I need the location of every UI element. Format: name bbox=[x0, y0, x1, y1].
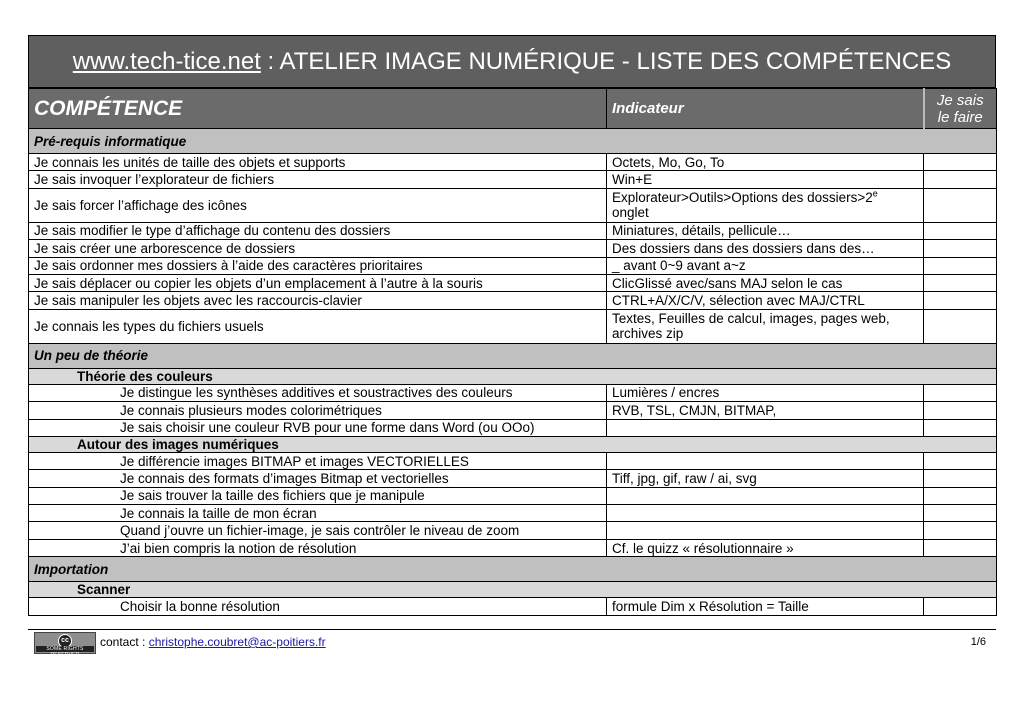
je-sais-checkbox-cell[interactable] bbox=[924, 419, 997, 436]
je-sais-checkbox-cell[interactable] bbox=[924, 171, 997, 188]
table-row bbox=[29, 257, 997, 274]
competence-column-header: COMPÉTENCE bbox=[29, 89, 607, 129]
indicator-text-line2: archives zip bbox=[612, 326, 684, 342]
table-row bbox=[29, 292, 997, 309]
competence-cell: Je sais trouver la taille des fichiers que je manipule bbox=[29, 487, 607, 504]
je-sais-checkbox-cell[interactable] bbox=[924, 505, 997, 522]
je-sais-checkbox-cell[interactable] bbox=[924, 274, 997, 291]
indicator-text-line2: onglet bbox=[612, 205, 649, 221]
subsection-header-row bbox=[29, 582, 997, 598]
competence-cell: Je différencie images BITMAP et images VECTORIELLES bbox=[29, 452, 607, 469]
je-sais-checkbox-cell[interactable] bbox=[924, 384, 997, 401]
subsection-title: Scanner bbox=[29, 582, 997, 598]
section-title: Pré-requis informatique bbox=[29, 129, 997, 154]
je-sais-checkbox-cell[interactable] bbox=[924, 470, 997, 487]
je-sais-checkbox-cell[interactable] bbox=[924, 154, 997, 171]
indicator-text: formule Dim x Résolution = Taille bbox=[612, 598, 809, 614]
creative-commons-badge bbox=[34, 632, 96, 658]
indicator-cell bbox=[607, 292, 924, 309]
competence-cell: J’ai bien compris la notion de résolution bbox=[29, 539, 607, 556]
je-sais-checkbox-cell[interactable] bbox=[924, 539, 997, 556]
contact-label: contact : bbox=[100, 635, 149, 649]
competence-cell: Je connais les types du fichiers usuels bbox=[29, 309, 607, 343]
section-title: Importation bbox=[29, 557, 997, 582]
contact-email-link[interactable]: christophe.coubret@ac-poitiers.fr bbox=[148, 635, 326, 649]
indicateur-column-header: Indicateur bbox=[607, 89, 924, 129]
indicator-superscript: e bbox=[872, 188, 878, 199]
je-sais-checkbox-cell[interactable] bbox=[924, 402, 997, 419]
competence-cell: Je sais créer une arborescence de dossiers bbox=[29, 240, 607, 257]
table-row bbox=[29, 470, 997, 487]
section-title: Un peu de théorie bbox=[29, 343, 997, 368]
competence-table bbox=[28, 88, 997, 616]
je-sais-checkbox-cell[interactable] bbox=[924, 292, 997, 309]
je-sais-checkbox-cell[interactable] bbox=[924, 452, 997, 469]
table-row bbox=[29, 274, 997, 291]
subsection-header-row bbox=[29, 368, 997, 384]
competence-cell: Je connais la taille de mon écran bbox=[29, 505, 607, 522]
indicator-text: Miniatures, détails, pellicule… bbox=[612, 223, 791, 239]
indicator-text: _ avant 0~9 avant a~z bbox=[612, 258, 746, 274]
table-row bbox=[29, 522, 997, 539]
indicator-text: Octets, Mo, Go, To bbox=[612, 154, 725, 170]
table-row bbox=[29, 402, 997, 419]
competence-cell: Je sais modifier le type d’affichage du contenu des dossiers bbox=[29, 222, 607, 239]
table-row bbox=[29, 598, 997, 615]
document-sheet bbox=[28, 35, 996, 616]
indicator-cell bbox=[607, 274, 924, 291]
competence-cell: Je sais ordonner mes dossiers à l’aide des caractères prioritaires bbox=[29, 257, 607, 274]
competence-cell: Je sais déplacer ou copier les objets d’un emplacement à l’autre à la souris bbox=[29, 274, 607, 291]
site-link[interactable]: www.tech-tice.net bbox=[72, 47, 261, 75]
indicator-cell bbox=[607, 171, 924, 188]
cc-label: SOME RIGHTS RESERVED bbox=[36, 646, 94, 652]
page-number: 1/6 bbox=[970, 636, 986, 648]
table-row bbox=[29, 240, 997, 257]
subsection-header-row bbox=[29, 436, 997, 452]
indicator-cell bbox=[607, 257, 924, 274]
table-row bbox=[29, 384, 997, 401]
table-row bbox=[29, 539, 997, 556]
indicator-text: Des dossiers dans des dossiers dans des… bbox=[612, 240, 875, 256]
indicator-text: Tiff, jpg, gif, raw / ai, svg bbox=[612, 470, 757, 486]
table-row bbox=[29, 419, 997, 436]
je-sais-checkbox-cell[interactable] bbox=[924, 240, 997, 257]
indicator-cell bbox=[607, 452, 924, 469]
competence-cell: Je connais les unités de taille des objets et supports bbox=[29, 154, 607, 171]
competence-cell: Je sais forcer l’affichage des icônes bbox=[29, 188, 607, 222]
subsection-title: Théorie des couleurs bbox=[29, 368, 997, 384]
competence-cell: Je sais choisir une couleur RVB pour une forme dans Word (ou OOo) bbox=[29, 419, 607, 436]
table-header-row bbox=[29, 89, 997, 129]
indicator-cell bbox=[607, 522, 924, 539]
indicator-cell bbox=[607, 240, 924, 257]
document-title bbox=[28, 35, 996, 88]
indicator-text: Explorateur>Outils>Options des dossiers>2 bbox=[612, 190, 873, 206]
contact-line bbox=[100, 635, 326, 649]
indicator-text: Lumières / encres bbox=[612, 385, 720, 401]
indicator-cell bbox=[607, 487, 924, 504]
subsection-title: Autour des images numériques bbox=[29, 436, 997, 452]
indicator-cell bbox=[607, 419, 924, 436]
indicator-cell bbox=[607, 505, 924, 522]
je-sais-line2: le faire bbox=[937, 108, 983, 126]
table-row bbox=[29, 487, 997, 504]
section-header-row bbox=[29, 557, 997, 582]
table-row bbox=[29, 452, 997, 469]
competence-cell: Je sais manipuler les objets avec les raccourcis-clavier bbox=[29, 292, 607, 309]
je-sais-checkbox-cell[interactable] bbox=[924, 598, 997, 615]
indicator-cell bbox=[607, 384, 924, 401]
competence-cell: Je sais invoquer l’explorateur de fichiers bbox=[29, 171, 607, 188]
je-sais-checkbox-cell[interactable] bbox=[924, 522, 997, 539]
indicator-cell bbox=[607, 470, 924, 487]
je-sais-checkbox-cell[interactable] bbox=[924, 487, 997, 504]
section-header-row bbox=[29, 343, 997, 368]
indicator-cell bbox=[607, 309, 924, 343]
je-sais-checkbox-cell[interactable] bbox=[924, 257, 997, 274]
indicator-cell bbox=[607, 598, 924, 615]
je-sais-checkbox-cell[interactable] bbox=[924, 188, 997, 222]
je-sais-column-header bbox=[924, 89, 997, 129]
competence-cell: Quand j’ouvre un fichier-image, je sais contrôler le niveau de zoom bbox=[29, 522, 607, 539]
competence-cell: Je distingue les synthèses additives et soustractives des couleurs bbox=[29, 384, 607, 401]
indicator-text: Textes, Feuilles de calcul, images, pages web, bbox=[612, 311, 890, 327]
indicator-text: RVB, TSL, CMJN, BITMAP, bbox=[612, 402, 777, 418]
je-sais-line1: Je sais bbox=[936, 91, 984, 109]
title-text: : ATELIER IMAGE NUMÉRIQUE - LISTE DES COMPÉTENCES bbox=[260, 47, 952, 75]
indicator-cell bbox=[607, 154, 924, 171]
table-row bbox=[29, 171, 997, 188]
competence-cell: Je connais des formats d’images Bitmap et vectorielles bbox=[29, 470, 607, 487]
indicator-cell bbox=[607, 222, 924, 239]
je-sais-checkbox-cell[interactable] bbox=[924, 222, 997, 239]
competence-cell: Choisir la bonne résolution bbox=[29, 598, 607, 615]
cc-icon: cc bbox=[58, 634, 72, 648]
table-row bbox=[29, 222, 997, 239]
competence-cell: Je connais plusieurs modes colorimétriques bbox=[29, 402, 607, 419]
indicator-cell bbox=[607, 402, 924, 419]
indicator-text: Cf. le quizz « résolutionnaire » bbox=[612, 540, 794, 556]
section-header-row bbox=[29, 129, 997, 154]
table-row bbox=[29, 309, 997, 343]
indicator-text: ClicGlissé avec/sans MAJ selon le cas bbox=[612, 275, 843, 291]
indicator-cell bbox=[607, 188, 924, 222]
table-row bbox=[29, 188, 997, 222]
indicator-text: Win+E bbox=[612, 172, 653, 188]
page-footer bbox=[28, 629, 996, 658]
table-row bbox=[29, 505, 997, 522]
indicator-text: CTRL+A/X/C/V, sélection avec MAJ/CTRL bbox=[612, 293, 865, 309]
indicator-cell bbox=[607, 539, 924, 556]
je-sais-checkbox-cell[interactable] bbox=[924, 309, 997, 343]
table-row bbox=[29, 154, 997, 171]
